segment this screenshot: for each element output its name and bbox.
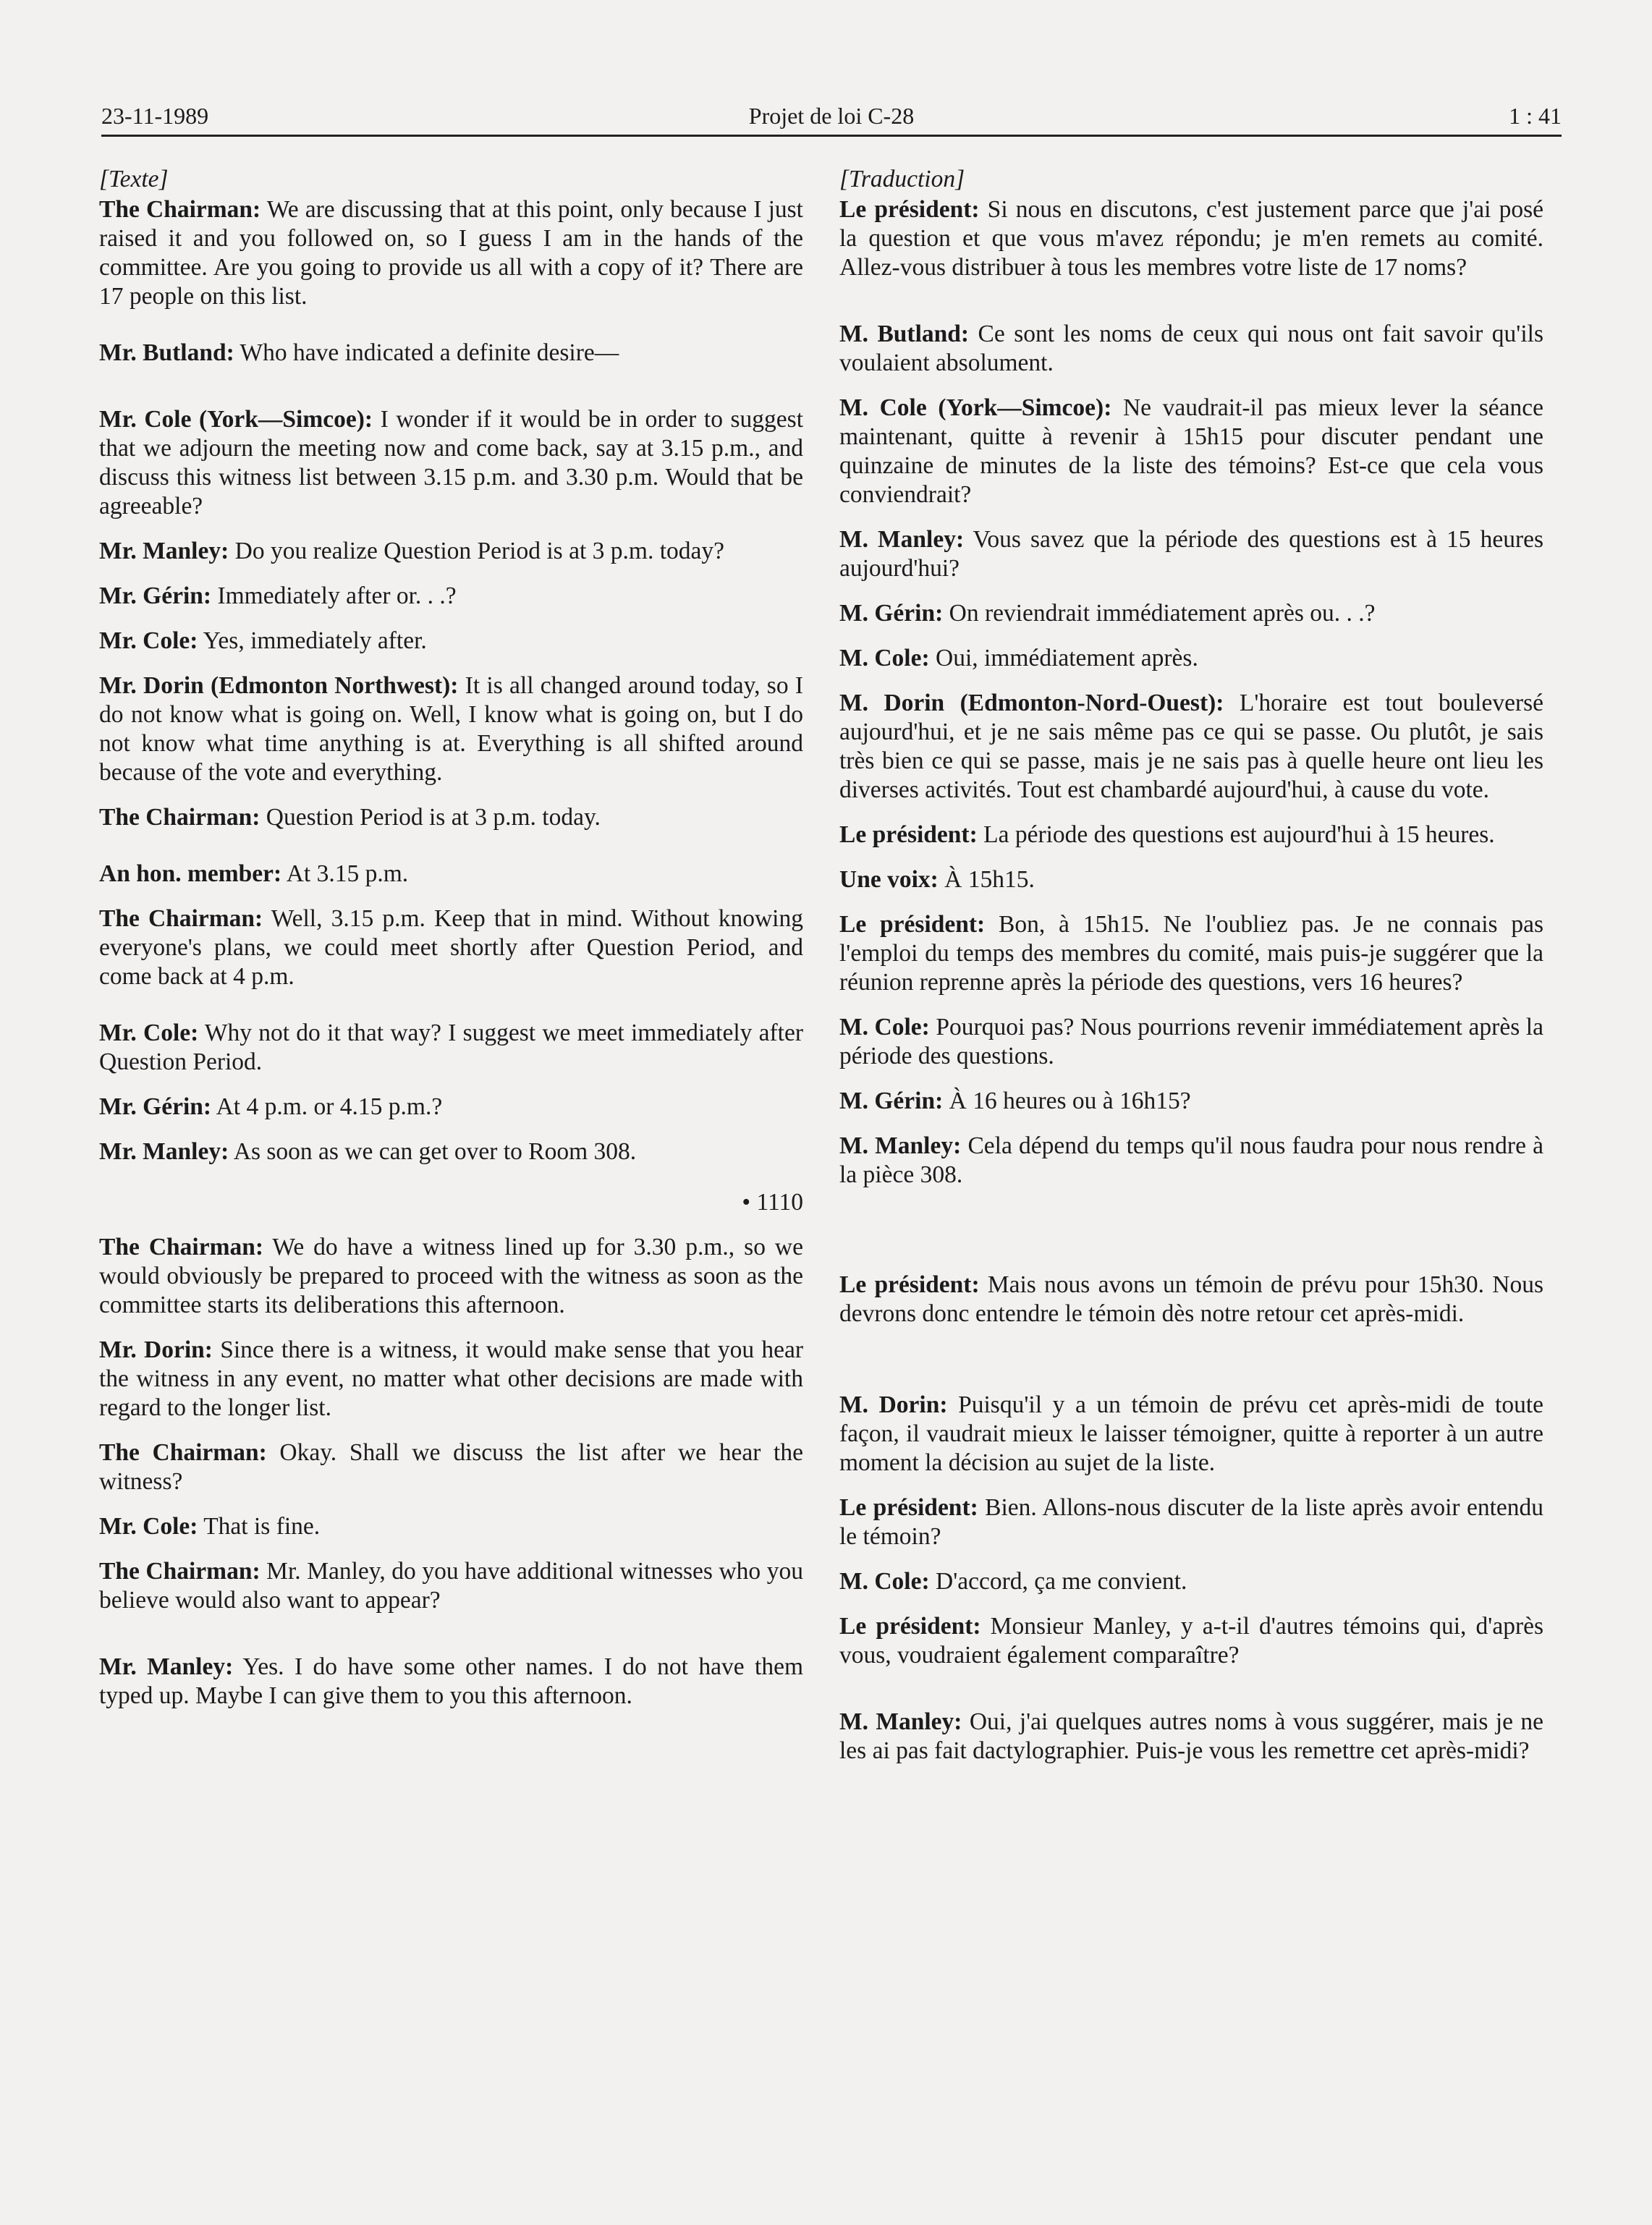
speech-text: À 15h15.: [938, 866, 1035, 893]
header-title: Projet de loi C-28: [748, 103, 915, 129]
transcript-paragraph: [839, 320, 1543, 378]
speech-text: At 4 p.m. or 4.15 p.m.?: [211, 1093, 443, 1120]
speaker-name: Mr. Cole:: [99, 1020, 199, 1046]
speaker-name: Mr. Manley:: [99, 1138, 229, 1165]
speech-text: At 3.15 p.m.: [281, 860, 409, 887]
transcript-paragraph: [839, 1087, 1543, 1116]
speaker-name: Mr. Cole:: [99, 627, 198, 654]
speech-text: L'horaire est tout bouleversé aujourd'hui, et je ne sais même pas ce qui se passe. Ou plutôt, je sais très bien ce qui se passe, mais je ne sais pas à quelle heure ont lieu les diverses activités. Tout est chambardé aujourd'hui, à cause du vote.: [839, 690, 1544, 803]
speaker-name: The Chairman:: [99, 1558, 260, 1585]
speech-text: Yes. I do have some other names. I do not have them typed up. Maybe I can give them to you this afternoon.: [99, 1653, 803, 1709]
speaker-name: M. Manley:: [839, 526, 965, 553]
speaker-name: An hon. member:: [99, 860, 282, 887]
speech-text: Si nous en discutons, c'est justement parce que j'ai posé la question et que vous m'avez répondu; je m'en remets au comité. Allez-vous distribuer à tous les membres votre liste de 17 noms?: [839, 196, 1543, 281]
speaker-name: Mr. Cole (York—Simcoe):: [99, 406, 373, 433]
transcript-paragraph: [839, 1612, 1543, 1670]
transcript-paragraph: [99, 1233, 803, 1320]
speech-text: We are discussing that at this point, only because I just raised it and you followed on, so I guess I am in the hands of the committee. Are you going to provide us all with a copy of it? There are 17 people on this list.: [99, 196, 803, 310]
speaker-name: M. Gérin:: [839, 600, 944, 627]
speech-text: Do you realize Question Period is at 3 p.m. today?: [229, 538, 724, 564]
speaker-name: Une voix:: [839, 866, 939, 893]
speaker-name: Mr. Manley:: [99, 538, 229, 564]
timestamp-marker: • 1110: [742, 1189, 803, 1216]
speaker-name: Le président:: [839, 1494, 978, 1521]
transcript-paragraph: [99, 627, 803, 656]
transcript-paragraph: [839, 1567, 1543, 1596]
speaker-name: M. Cole (York—Simcoe):: [839, 394, 1112, 421]
transcript-paragraph: [839, 1013, 1543, 1071]
speaker-name: Mr. Manley:: [99, 1653, 234, 1680]
speech-text: Okay. Shall we discuss the list after we hear the witness?: [99, 1439, 803, 1495]
speech-text: La période des questions est aujourd'hui à 15 heures.: [977, 821, 1495, 848]
speaker-name: M. Dorin:: [839, 1391, 948, 1418]
speech-text: On reviendrait immédiatement après ou. . .?: [943, 600, 1376, 627]
speaker-name: M. Manley:: [839, 1132, 962, 1159]
transcript-paragraph: [99, 1557, 803, 1615]
speaker-name: Mr. Gérin:: [99, 1093, 212, 1120]
transcript-paragraph: [99, 1019, 803, 1077]
transcript-paragraph: [99, 1653, 803, 1711]
speaker-name: M. Manley:: [839, 1708, 962, 1735]
speech-text: Monsieur Manley, y a-t-il d'autres témoins qui, d'après vous, voudraient également comparaître?: [839, 1613, 1544, 1669]
speech-text: It is all changed around today, so I do not know what is going on. Well, I know what is going on, but I do not know what time anything is at. Everything is all shifted around because of the vote and everything.: [99, 672, 803, 786]
transcript-paragraph: [839, 195, 1543, 282]
transcript-paragraph: [839, 394, 1543, 509]
speaker-name: M. Gérin:: [839, 1088, 944, 1114]
section-label-texte: [Texte]: [99, 166, 169, 192]
french-column: [839, 165, 1543, 1766]
speech-text: Mais nous avons un témoin de prévu pour 15h30. Nous devrons donc entendre le témoin dès notre retour cet après-midi.: [839, 1271, 1544, 1327]
header-rule: [101, 135, 1562, 137]
speaker-name: M. Cole:: [839, 1568, 930, 1595]
speaker-name: Le président:: [839, 821, 978, 848]
speech-text: Who have indicated a definite desire—: [234, 339, 619, 366]
speech-text: As soon as we can get over to Room 308.: [229, 1138, 637, 1165]
speaker-name: Le président:: [839, 1613, 981, 1640]
transcript-paragraph: [839, 644, 1543, 673]
speaker-name: M. Dorin (Edmonton-Nord-Ouest):: [839, 690, 1224, 716]
speech-text: Ce sont les noms de ceux qui nous ont fait savoir qu'ils voulaient absolument.: [839, 321, 1543, 376]
speaker-name: The Chairman:: [99, 1234, 264, 1260]
transcript-paragraph: [839, 525, 1543, 583]
speech-text: I wonder if it would be in order to suggest that we adjourn the meeting now and come back, say at 3.15 p.m., and discuss this witness list between 3.15 p.m. and 3.30 p.m. Would that be agreeable?: [99, 406, 804, 520]
speech-text: Oui, immédiatement après.: [929, 645, 1198, 671]
transcript-paragraph: [99, 803, 803, 832]
speaker-name: Le président:: [839, 196, 980, 223]
transcript-paragraph: [839, 1708, 1543, 1766]
speaker-name: M. Butland:: [839, 321, 970, 347]
speaker-name: Mr. Gérin:: [99, 582, 212, 609]
speech-text: Cela dépend du temps qu'il nous faudra pour nous rendre à la pièce 308.: [839, 1132, 1544, 1188]
transcript-paragraph: [99, 904, 803, 991]
speaker-name: M. Cole:: [839, 645, 930, 671]
transcript-paragraph: [99, 1512, 803, 1541]
speaker-name: The Chairman:: [99, 905, 263, 932]
transcript-paragraph: [99, 671, 803, 787]
transcript-paragraph: [839, 599, 1543, 628]
speech-text: Immediately after or. . .?: [211, 582, 457, 609]
transcript-paragraph: [99, 195, 803, 311]
speech-text: Bon, à 15h15. Ne l'oubliez pas. Je ne connais pas l'emploi du temps des membres du comité, mais puis-je suggérer que la réunion reprenne après la période des questions, vers 16 heures?: [839, 911, 1544, 996]
speech-text: Mr. Manley, do you have additional witnesses who you believe would also want to appear?: [99, 1558, 803, 1614]
speech-text: À 16 heures ou à 16h15?: [943, 1088, 1191, 1114]
transcript-paragraph: [839, 1271, 1543, 1328]
speech-text: Bien. Allons-nous discuter de la liste après avoir entendu le témoin?: [839, 1494, 1544, 1550]
speaker-name: Mr. Dorin (Edmonton Northwest):: [99, 672, 459, 699]
transcript-paragraph: [99, 582, 803, 611]
english-column: [99, 165, 803, 1711]
header-date: 23-11-1989: [101, 103, 209, 129]
transcript-paragraph: [99, 860, 803, 889]
speech-text: Well, 3.15 p.m. Keep that in mind. Without knowing everyone's plans, we could meet shortly after Question Period, and come back at 4 p.m.: [99, 905, 803, 990]
transcript-paragraph: [839, 1391, 1543, 1478]
transcript-paragraph: [839, 910, 1543, 997]
transcript-paragraph: [99, 405, 803, 521]
transcript-paragraph: [99, 1093, 803, 1122]
speech-text: Why not do it that way? I suggest we meet immediately after Question Period.: [99, 1020, 804, 1075]
speaker-name: Mr. Dorin:: [99, 1336, 213, 1363]
transcript-paragraph: [839, 1132, 1543, 1190]
transcript-paragraph: [839, 821, 1543, 849]
transcript-paragraph: [99, 1438, 803, 1496]
page-header: [101, 101, 1562, 136]
speaker-name: Mr. Butland:: [99, 339, 234, 366]
speaker-name: The Chairman:: [99, 1439, 267, 1466]
speech-text: Since there is a witness, it would make sense that you hear the witness in any event, no matter what other decisions are made with regard to the longer list.: [99, 1336, 803, 1421]
transcript-paragraph: [99, 537, 803, 566]
speech-text: That is fine.: [198, 1513, 321, 1540]
transcript-paragraph: [99, 1336, 803, 1423]
speaker-name: The Chairman:: [99, 804, 260, 831]
speaker-name: M. Cole:: [839, 1014, 930, 1041]
transcript-paragraph: [839, 1493, 1543, 1551]
speaker-name: Le président:: [839, 1271, 980, 1298]
speech-text: We do have a witness lined up for 3.30 p.m., so we would obviously be prepared to proceed with the witness as soon as the committee starts its deliberations this afternoon.: [99, 1234, 803, 1318]
speech-text: Pourquoi pas? Nous pourrions revenir immédiatement après la période des questions.: [839, 1014, 1543, 1069]
speech-text: Yes, immediately after.: [198, 627, 427, 654]
speech-text: Ne vaudrait-il pas mieux lever la séance maintenant, quitte à revenir à 15h15 pour discuter pendant une quinzaine de minutes de la liste des témoins? Est-ce que cela vous conviendrait?: [839, 394, 1543, 508]
transcript-paragraph: [99, 339, 803, 368]
transcript-paragraph: [839, 689, 1543, 805]
speaker-name: Mr. Cole:: [99, 1513, 198, 1540]
speech-text: Vous savez que la période des questions est à 15 heures aujourd'hui?: [839, 526, 1544, 582]
transcript-paragraph: [839, 865, 1543, 894]
transcript-paragraph: [99, 1137, 803, 1166]
speech-text: Puisqu'il y a un témoin de prévu cet après-midi de toute façon, il vaudrait mieux le laisser témoigner, quitte à reporter à un autre moment la décision au sujet de la liste.: [839, 1391, 1543, 1476]
speech-text: D'accord, ça me convient.: [929, 1568, 1187, 1595]
speech-text: Question Period is at 3 p.m. today.: [260, 804, 601, 831]
header-page-number: 1 : 41: [1509, 103, 1562, 129]
speaker-name: The Chairman:: [99, 196, 261, 223]
section-label-traduction: [Traduction]: [839, 166, 965, 192]
speaker-name: Le président:: [839, 911, 986, 938]
speech-text: Oui, j'ai quelques autres noms à vous suggérer, mais je ne les ai pas fait dactylographier. Puis-je vous les remettre cet après-midi?: [839, 1708, 1543, 1764]
